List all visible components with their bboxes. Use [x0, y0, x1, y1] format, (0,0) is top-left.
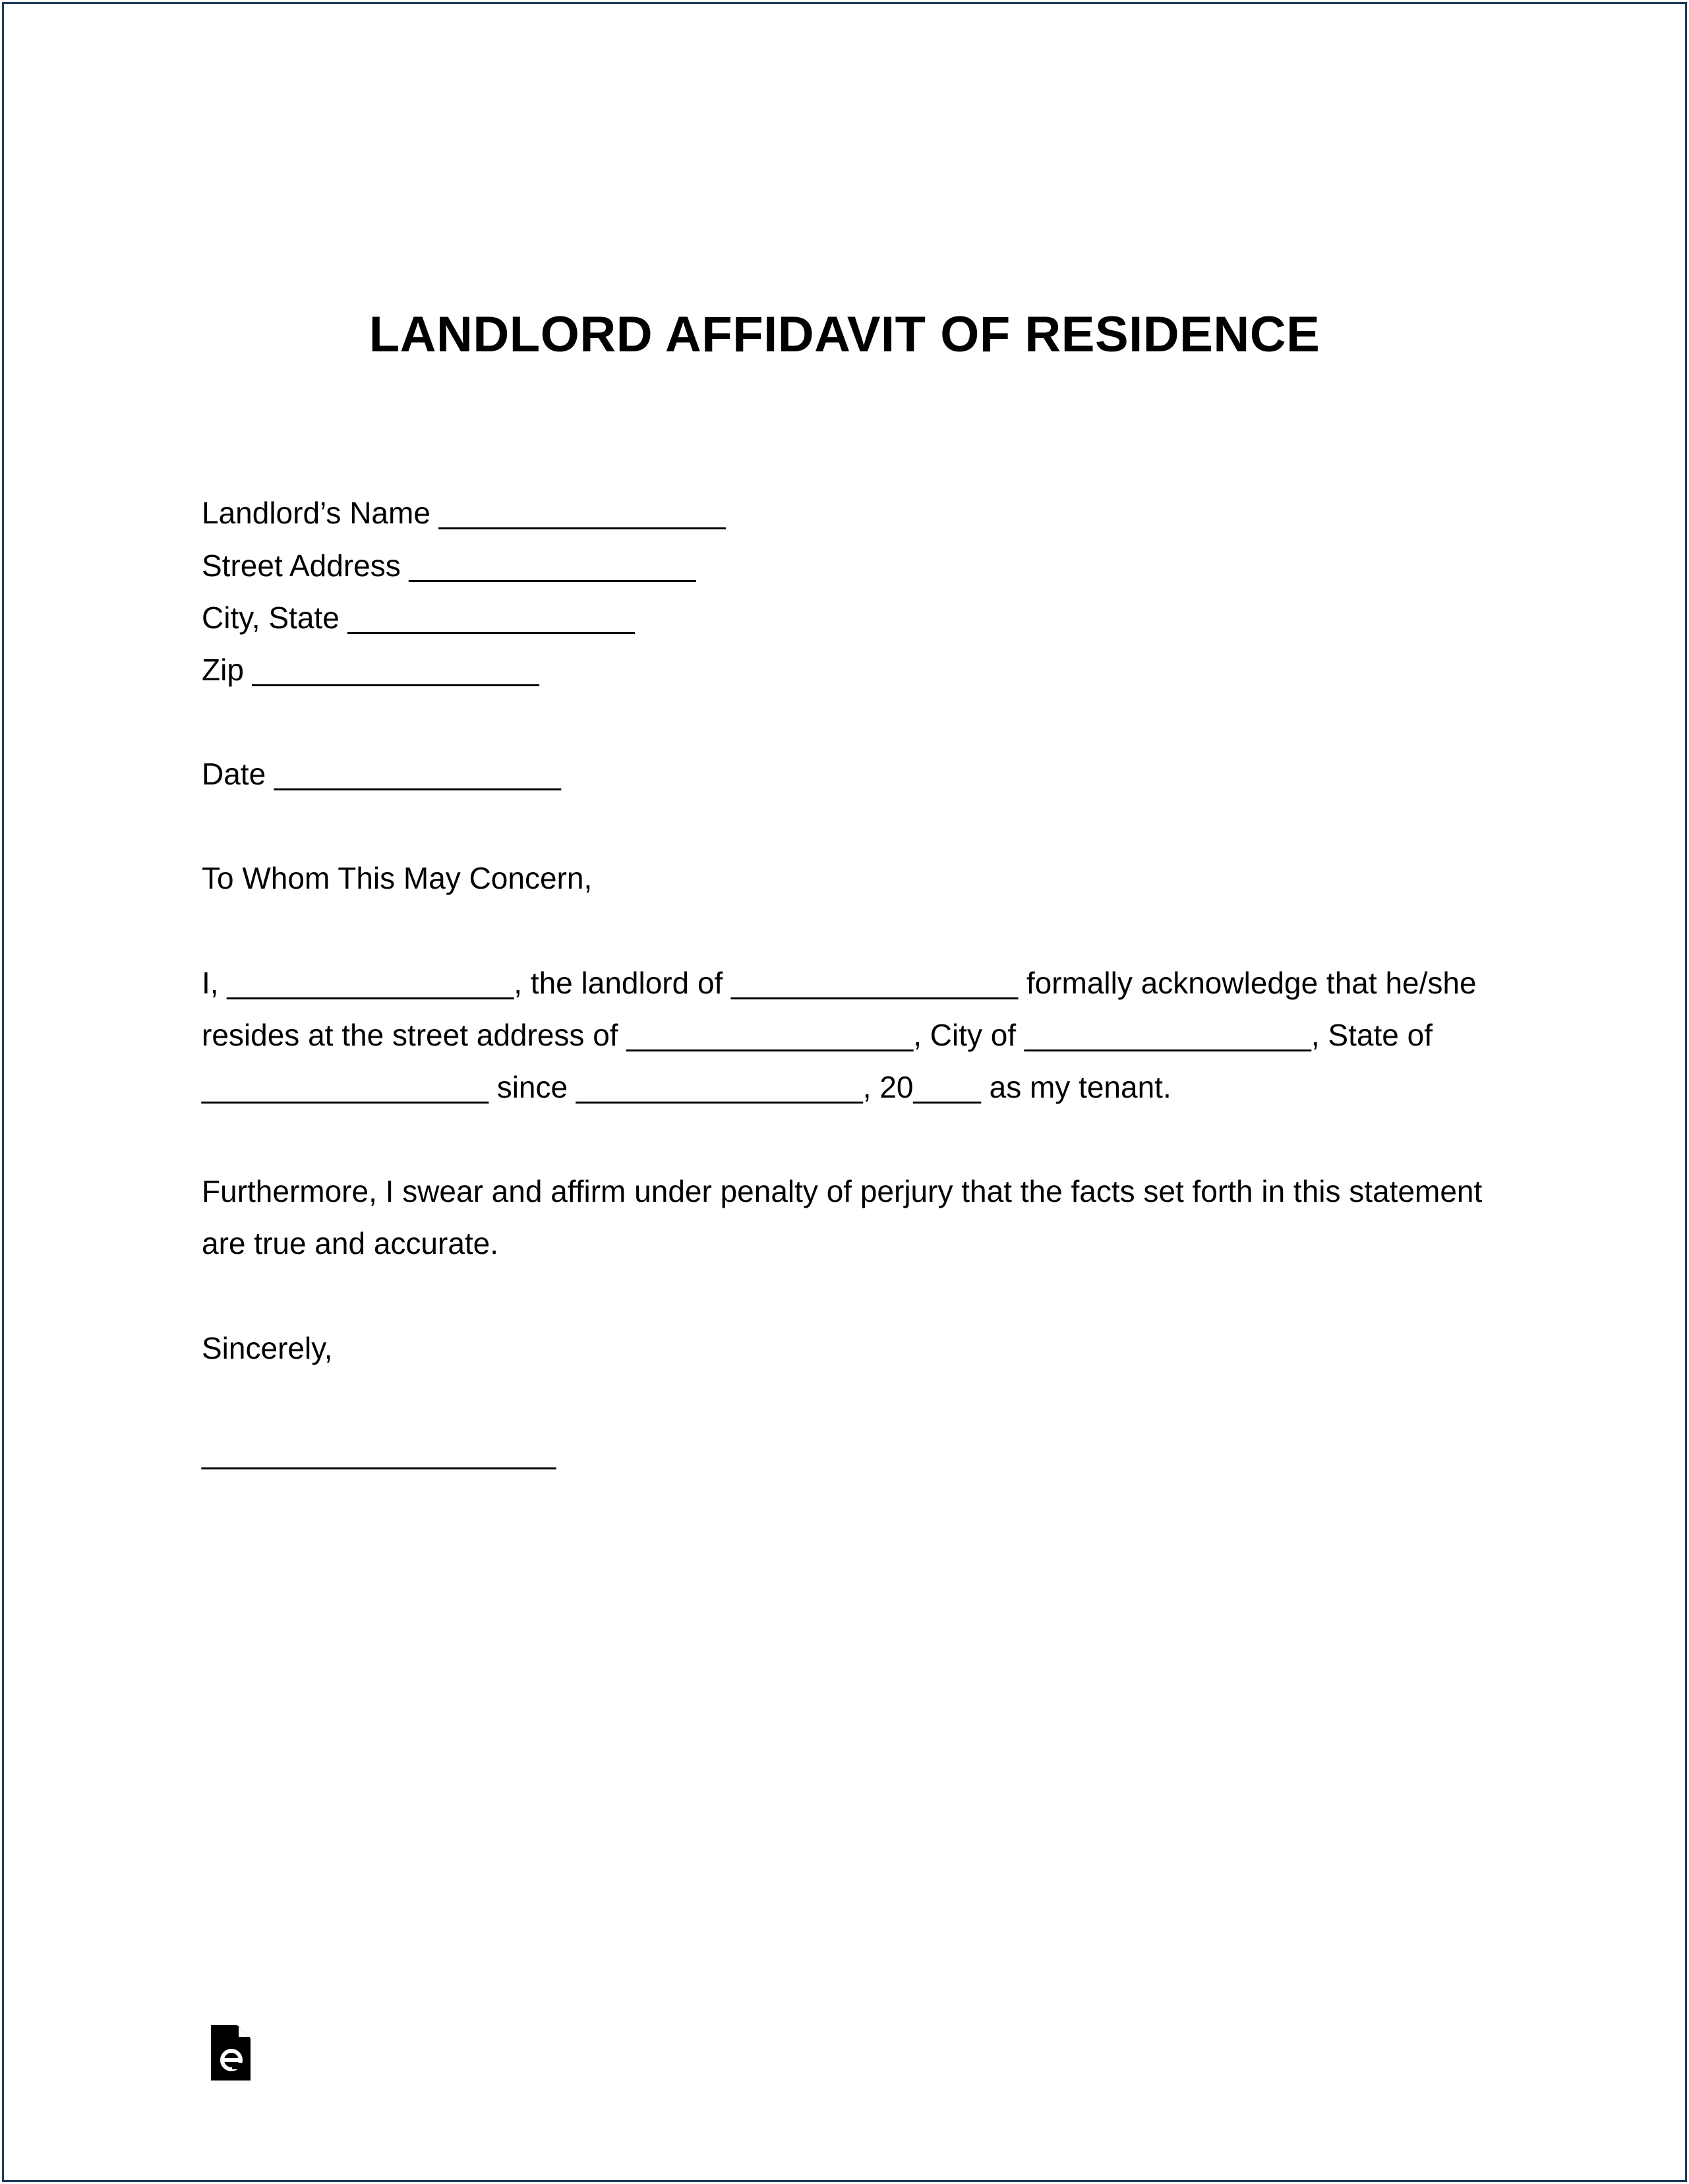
- paragraph2-line1: Furthermore, I swear and affirm under penalty of perjury that the facts set forth in this statement: [202, 1174, 1483, 1208]
- landlord-name-field: Landlord’s Name _________________: [202, 496, 726, 530]
- date-field: Date _________________: [202, 757, 561, 791]
- street-address-field: Street Address _________________: [202, 548, 696, 583]
- zip-field: Zip _________________: [202, 653, 539, 687]
- city-state-field: City, State _________________: [202, 601, 635, 635]
- paragraph1-line2: resides at the street address of _________________, City of _________________, State of: [202, 1018, 1433, 1052]
- eforms-document-icon: [211, 2025, 251, 2081]
- paragraph2-line2: are true and accurate.: [202, 1226, 499, 1260]
- signature-line: _____________________: [202, 1436, 556, 1470]
- paragraph1-line1: I, _________________, the landlord of _________________ formally acknowledge that he/she: [202, 966, 1477, 1000]
- closing: Sincerely,: [202, 1331, 333, 1365]
- document-title: LANDLORD AFFIDAVIT OF RESIDENCE: [369, 307, 1320, 363]
- salutation: To Whom This May Concern,: [202, 861, 593, 895]
- paragraph1-line3: _________________ since _________________, 20____ as my tenant.: [202, 1070, 1171, 1104]
